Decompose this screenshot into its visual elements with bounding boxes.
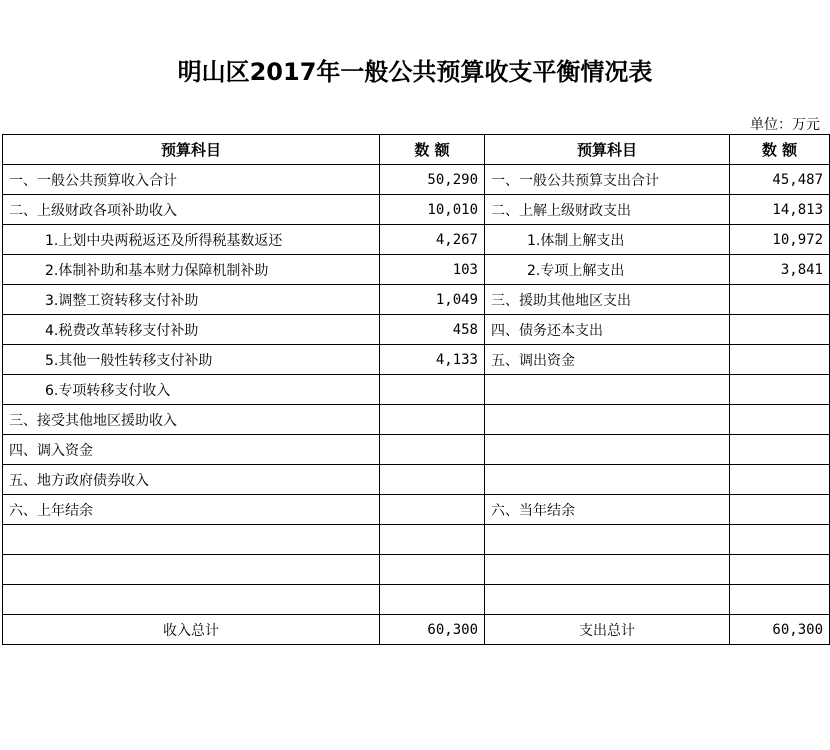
income-item: 一、一般公共预算收入合计 (3, 165, 380, 195)
unit-label: 单位：万元 (750, 117, 820, 133)
expense-item (485, 585, 730, 615)
table-row (3, 375, 830, 405)
expense-total-label: 支出总计 (485, 615, 730, 645)
income-amount (380, 465, 485, 495)
income-item: 3.调整工资转移支付补助 (3, 285, 380, 315)
table-row (3, 345, 830, 375)
income-amount: 103 (380, 255, 485, 285)
income-amount (380, 585, 485, 615)
income-item: 2.体制补助和基本财力保障机制补助 (3, 255, 380, 285)
income-item: 4.税费改革转移支付补助 (3, 315, 380, 345)
income-amount: 4,133 (380, 345, 485, 375)
income-amount: 10,010 (380, 195, 485, 225)
income-amount: 50,290 (380, 165, 485, 195)
table-body (3, 165, 830, 615)
expense-amount (730, 285, 830, 315)
expense-amount (730, 435, 830, 465)
table-row (3, 255, 830, 285)
expense-item (485, 465, 730, 495)
expense-amount (730, 525, 830, 555)
income-amount (380, 495, 485, 525)
expense-amount: 10,972 (730, 225, 830, 255)
expense-item (485, 375, 730, 405)
expense-amount (730, 405, 830, 435)
table-row (3, 285, 830, 315)
table-row (3, 225, 830, 255)
income-amount (380, 375, 485, 405)
table-row (3, 405, 830, 435)
income-item: 6.专项转移支付收入 (3, 375, 380, 405)
table-row (3, 195, 830, 225)
table-row (3, 165, 830, 195)
expense-item: 一、一般公共预算支出合计 (485, 165, 730, 195)
expense-total-value: 60,300 (730, 615, 830, 645)
expense-amount: 45,487 (730, 165, 830, 195)
income-amount: 4,267 (380, 225, 485, 255)
expense-item (485, 405, 730, 435)
table-row (3, 555, 830, 585)
income-amount (380, 555, 485, 585)
income-item: 1.上划中央两税返还及所得税基数返还 (3, 225, 380, 255)
expense-item (485, 435, 730, 465)
table-row (3, 465, 830, 495)
expense-item: 六、当年结余 (485, 495, 730, 525)
income-item: 三、接受其他地区援助收入 (3, 405, 380, 435)
expense-item: 1.体制上解支出 (485, 225, 730, 255)
expense-amount (730, 465, 830, 495)
expense-amount (730, 315, 830, 345)
expense-amount (730, 375, 830, 405)
expense-amount (730, 345, 830, 375)
header-expense-item: 预算科目 (485, 135, 730, 165)
income-item: 五、地方政府债券收入 (3, 465, 380, 495)
budget-table (2, 134, 830, 645)
income-item (3, 525, 380, 555)
income-total-label: 收入总计 (3, 615, 380, 645)
income-item: 六、上年结余 (3, 495, 380, 525)
expense-item: 四、债务还本支出 (485, 315, 730, 345)
table-row (3, 435, 830, 465)
income-amount (380, 405, 485, 435)
income-amount (380, 435, 485, 465)
income-item: 二、上级财政各项补助收入 (3, 195, 380, 225)
page-title: 明山区2017年一般公共预算收支平衡情况表 (177, 58, 653, 86)
expense-amount (730, 495, 830, 525)
income-amount: 1,049 (380, 285, 485, 315)
table-row (3, 315, 830, 345)
income-item: 四、调入资金 (3, 435, 380, 465)
header-income-amount: 数 额 (380, 135, 485, 165)
table-row (3, 495, 830, 525)
expense-amount: 14,813 (730, 195, 830, 225)
expense-item: 二、上解上级财政支出 (485, 195, 730, 225)
income-total-value: 60,300 (380, 615, 485, 645)
income-item (3, 555, 380, 585)
income-item: 5.其他一般性转移支付补助 (3, 345, 380, 375)
expense-item: 2.专项上解支出 (485, 255, 730, 285)
income-amount (380, 525, 485, 555)
header-row (3, 135, 830, 165)
expense-amount (730, 555, 830, 585)
expense-amount: 3,841 (730, 255, 830, 285)
header-income-item: 预算科目 (3, 135, 380, 165)
expense-item: 五、调出资金 (485, 345, 730, 375)
expense-amount (730, 585, 830, 615)
expense-item (485, 525, 730, 555)
total-row (3, 615, 830, 645)
header-expense-amount: 数 额 (730, 135, 830, 165)
income-item (3, 585, 380, 615)
income-amount: 458 (380, 315, 485, 345)
table-row (3, 525, 830, 555)
expense-item: 三、援助其他地区支出 (485, 285, 730, 315)
expense-item (485, 555, 730, 585)
table-row (3, 585, 830, 615)
